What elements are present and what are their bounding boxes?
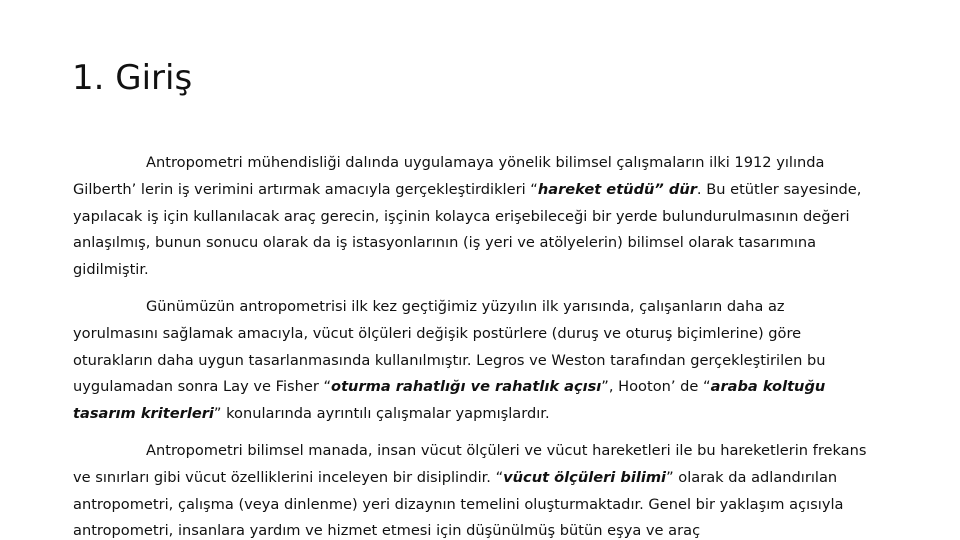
paragraph-text: ” olarak da adlandırılan antropometri, çalışma (veya dinlenme) yeri dizaynın temelini oluşturmaktadır. Genel bir yaklaşım açısıyla antropometri, insanlara yardım ve hizmet etmesi için düşünülmüş bütün eşya ve araç [73,468,844,540]
slide-body [73,150,873,540]
paragraph [73,150,873,284]
emphasized-term: araba koltuğu tasarım kriterleri [73,378,826,423]
emphasized-term: oturma rahatlığı ve rahatlık açısı [331,378,602,396]
paragraph [73,294,873,428]
paragraph-text: ” konularında ayrıntılı çalışmalar yapmışlardır. [213,405,550,423]
paragraph-text: Günümüzün antropometrisi ilk kez geçtiğimiz yüzyılın ilk yarısında, çalışanların daha az yorulmasını sağlamak amacıyla, vücut ölçüleri değişik postürlere (duruş ve oturuş biçimlerine) göre oturakların daha uygun tasarlanmasında kullanılmıştır. Legros ve Weston tarafından gerçekleştirilen bu uygulamadan sonra Lay ve Fisher “ [73,297,826,396]
emphasized-term: hareket etüdü” dür [537,180,697,198]
paragraph-text: . Bu etütler sayesinde, yapılacak iş için kullanılacak araç gerecin, işçinin kolayca erişebileceği bir yerde bulundurulmasının değeri anlaşılmış, bunun sonucu olarak da iş istasyonlarının (iş yeri ve atölyelerin) bilimsel olarak tasarımına gidilmiştir. [73,180,862,279]
paragraph-text: Antropometri mühendisliği dalında uygulamaya yönelik bilimsel çalışmaların ilki 1912 yılında Gilberth’ lerin iş verimini artırmak amacıyla gerçekleştirdikleri “ [73,154,825,198]
paragraph-text: Antropometri bilimsel manada, insan vücut ölçüleri ve vücut hareketleri ile bu hareketlerin frekans ve sınırları gibi vücut özelliklerini inceleyen bir disiplindir. “ [73,441,867,486]
paragraph-text: ”, Hooton’ de “ [601,378,711,396]
paragraph [73,438,873,540]
emphasized-term: vücut ölçüleri bilimi [503,468,667,486]
slide-title: 1. Giriş [72,58,193,98]
